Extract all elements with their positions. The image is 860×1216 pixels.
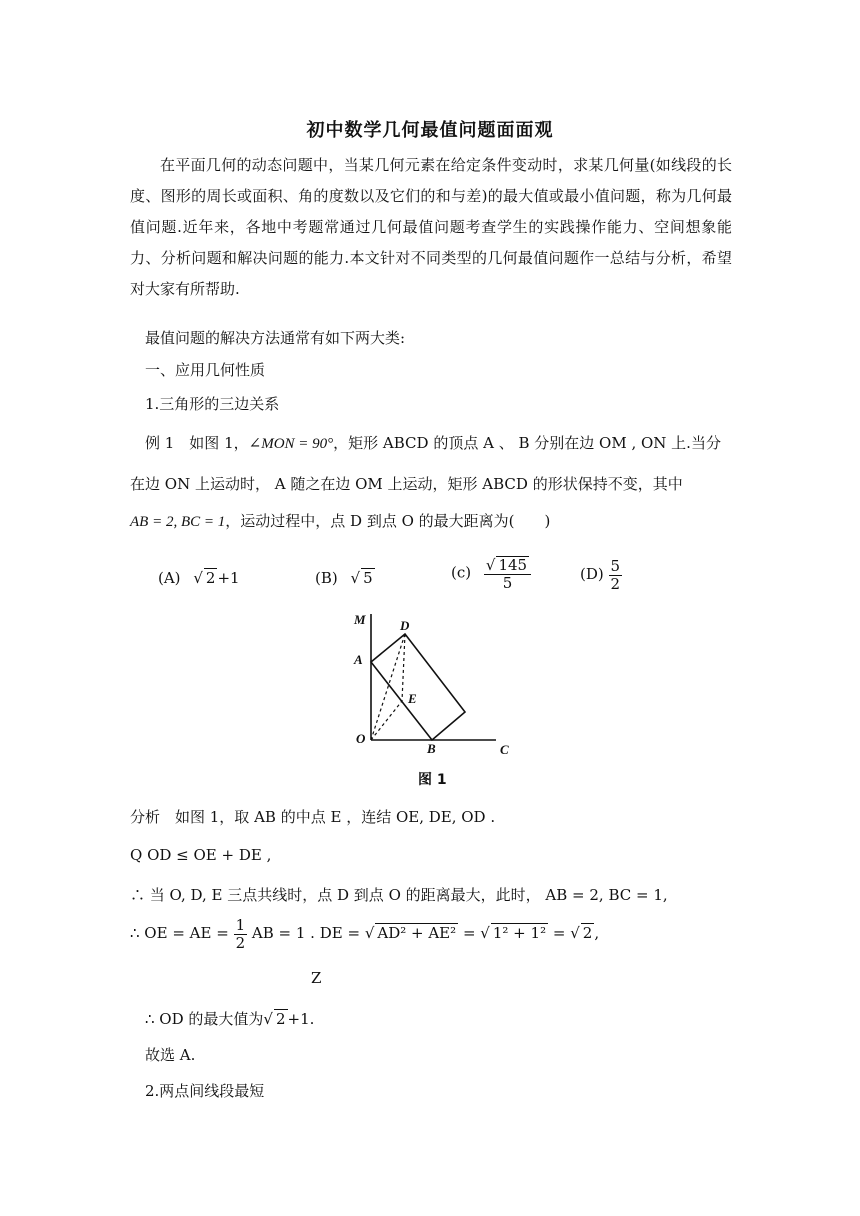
label-o: O — [356, 731, 366, 746]
half-fraction — [234, 917, 248, 951]
radicand-two: 2 — [582, 924, 593, 942]
option-a: (A) √ 2 +1 — [158, 569, 240, 587]
analysis-line-3: ∴ 当 O, D, E 三点共线时，点 D 到点 O 的距离最大，此时， AB = 2, BC = 1, — [130, 886, 668, 904]
example-text-1: ，矩形 ABCD 的顶点 A 、 B 分别在边 OM , ON 上.当分 — [333, 434, 721, 452]
l5-end: +1. — [287, 1010, 315, 1028]
angle-expression: ∠MON = 90° — [248, 436, 334, 452]
option-a-label: (A) — [158, 569, 181, 587]
intro-paragraph: 在平面几何的动态问题中，当某几何元素在给定条件变动时，求某几何量(如线段的长度、图形的周长或面积、角的度数以及它们的和与差)的最大值或最小值问题，称为几何最值问题.近年来，各地中考题常通过几何最值问题考查学生的实践操作能力、空间想象能力、分析问题和解决问题的能力.本文针对不同类型的几何最值问题作一总结与分析，希望对大家有所帮助. — [130, 156, 732, 298]
methods-line: 最值问题的解决方法通常有如下两大类: — [145, 329, 406, 347]
example-label: 例 1 如图 1， — [145, 434, 249, 452]
segment-de — [402, 634, 405, 701]
option-b-label: (B) — [315, 569, 338, 587]
figure-caption: 图 1 — [418, 772, 447, 788]
option-c-label: (c) — [451, 563, 472, 582]
answer-line: 故选 A. — [145, 1046, 196, 1064]
option-c-numerator: 145 — [498, 556, 528, 574]
option-b: (B) √ 5 — [315, 569, 373, 587]
subsection-heading: 1.三角形的三边关系 — [145, 395, 280, 413]
analysis-line-1: 分析 如图 1，取 AB 的中点 E ，连结 OE, DE, OD . — [130, 808, 496, 826]
label-e: E — [408, 691, 417, 706]
analysis-line-2: Q OD ≤ OE + DE , — [130, 846, 272, 864]
option-c — [451, 556, 531, 591]
option-d — [580, 558, 622, 592]
geometry-figure — [350, 606, 530, 792]
radicand-ones: 1² + 1² — [492, 924, 547, 942]
option-a-radicand: 2 — [205, 569, 216, 587]
example-line-3 — [130, 510, 550, 531]
option-c-denominator: 5 — [502, 573, 513, 592]
option-d-label: (D) — [580, 565, 604, 583]
l4-end: , — [594, 924, 600, 942]
radicand-ad-ae: AD² + AE² — [377, 924, 457, 942]
example-line-2: 在边 ON 上运动时， A 随之在边 OM 上运动，矩形 ABCD 的形状保持不变，其中 — [130, 475, 683, 493]
label-m: M — [354, 612, 366, 627]
next-subsection: 2.两点间线段最短 — [145, 1082, 265, 1100]
l5-radicand: 2 — [275, 1010, 286, 1028]
l5-prefix: ∴ OD 的最大值为 — [145, 1010, 264, 1028]
l4-prefix: ∴ OE = AE = — [130, 924, 229, 942]
segment-oe — [371, 701, 402, 740]
analysis-line-5: ∴ OD 的最大值为√ 2 +1. — [145, 1010, 315, 1028]
label-d: D — [400, 618, 410, 633]
example-text-3: ，运动过程中，点 D 到点 O 的最大距离为( ) — [225, 512, 551, 530]
option-d-fraction — [609, 558, 623, 592]
analysis-line-4: ∴ OE = AE = $\frac{1}{2}$ AB = 1 . DE = √ AD² + AE² = √ 1² + 1² = √ 2 , — [130, 916, 600, 952]
option-a-tail: +1 — [217, 569, 240, 587]
section-heading: 一、应用几何性质 — [145, 361, 266, 379]
segment-od — [371, 634, 405, 740]
label-a: A — [354, 652, 363, 667]
option-b-radicand: 5 — [363, 569, 373, 587]
example-line-1 — [145, 432, 721, 453]
given-values: AB = 2, BC = 1 — [130, 514, 226, 530]
option-d-numerator: 5 — [610, 557, 621, 575]
rectangle-abcd — [371, 634, 465, 740]
equals-2: = — [552, 924, 566, 942]
half-denominator: 2 — [235, 933, 246, 952]
l4-middle: AB = 1 . DE = — [251, 924, 361, 942]
option-c-fraction: $\frac{√ 145}{5}$ — [484, 556, 531, 591]
label-b: B — [427, 741, 436, 756]
document-title: 初中数学几何最值问题面面观 — [306, 120, 554, 141]
label-c: C — [500, 742, 509, 757]
option-d-denominator: 2 — [610, 574, 621, 593]
stray-character: Z — [311, 969, 322, 987]
equals-1: = — [462, 924, 476, 942]
half-numerator: 1 — [235, 916, 246, 934]
